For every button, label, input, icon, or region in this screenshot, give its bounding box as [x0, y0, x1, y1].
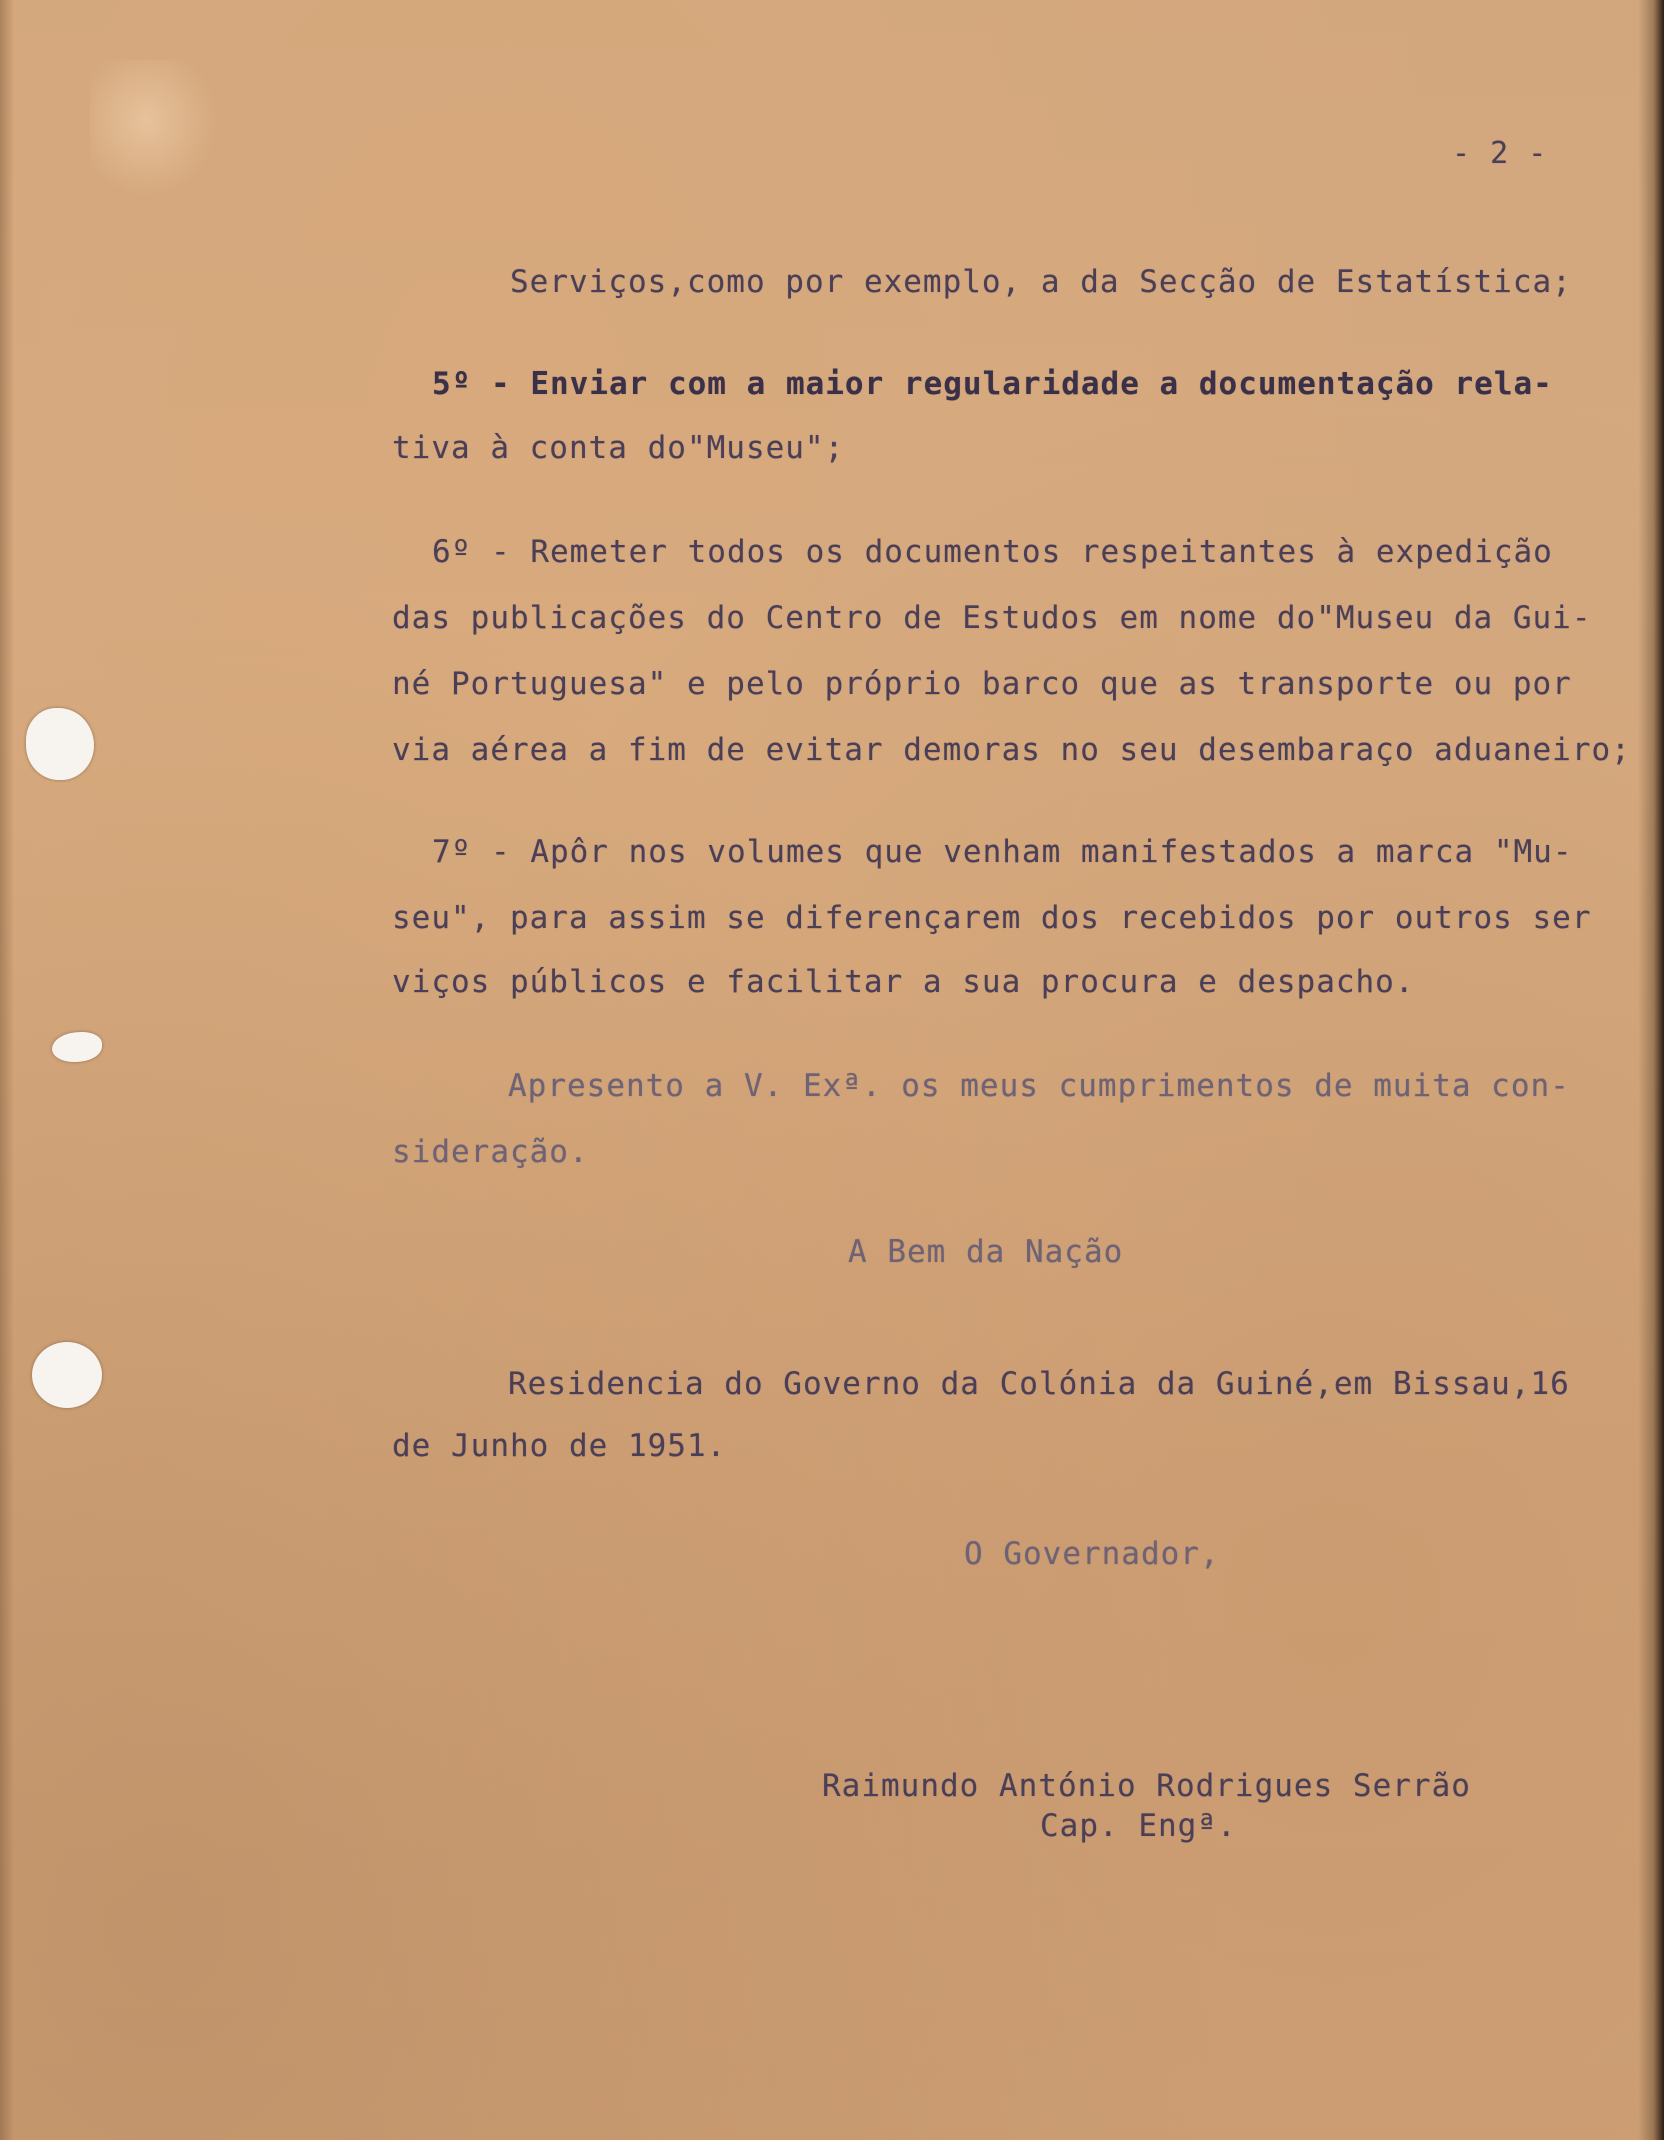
signature-name: Raimundo António Rodrigues Serrão	[822, 1768, 1471, 1804]
body-line: Serviços,como por exemplo, a da Secção de Estatística;	[510, 264, 1572, 300]
punch-hole	[52, 1032, 102, 1062]
place-date-line: de Junho de 1951.	[392, 1428, 727, 1464]
closing-line: Apresento a V. Exª. os meus cumprimentos de muita con-	[508, 1068, 1570, 1104]
item-5-line: tiva à conta do"Museu";	[392, 430, 845, 466]
item-6-line: das publicações do Centro de Estudos em nome do"Museu da Gui-	[392, 600, 1592, 636]
salutation: A Bem da Nação	[848, 1234, 1124, 1270]
place-date-line: Residencia do Governo da Colónia da Guiné,em Bissau,16	[508, 1366, 1570, 1402]
punch-hole	[26, 708, 94, 780]
item-7-line: 7º - Apôr nos volumes que venham manifestados a marca "Mu-	[432, 834, 1573, 870]
governor-title: O Governador,	[964, 1536, 1220, 1572]
item-7-line: viços públicos e facilitar a sua procura e despacho.	[392, 964, 1415, 1000]
item-6-line: né Portuguesa" e pelo próprio barco que as transporte ou por	[392, 666, 1572, 702]
item-7-line: seu", para assim se diferençarem dos recebidos por outros ser	[392, 900, 1592, 936]
paper-left-edge	[0, 0, 14, 2140]
paper-right-edge	[1638, 0, 1664, 2140]
paper-crease	[90, 60, 230, 210]
page-number: - 2 -	[1452, 136, 1548, 171]
punch-hole	[32, 1342, 102, 1408]
item-5-line: 5º - Enviar com a maior regularidade a documentação rela-	[432, 366, 1553, 402]
item-6-line: via aérea a fim de evitar demoras no seu desembaraço aduaneiro;	[392, 732, 1631, 768]
closing-line: sideração.	[392, 1134, 589, 1170]
item-6-line: 6º - Remeter todos os documentos respeitantes à expedição	[432, 534, 1553, 570]
signature-rank: Cap. Engª.	[1040, 1808, 1237, 1844]
